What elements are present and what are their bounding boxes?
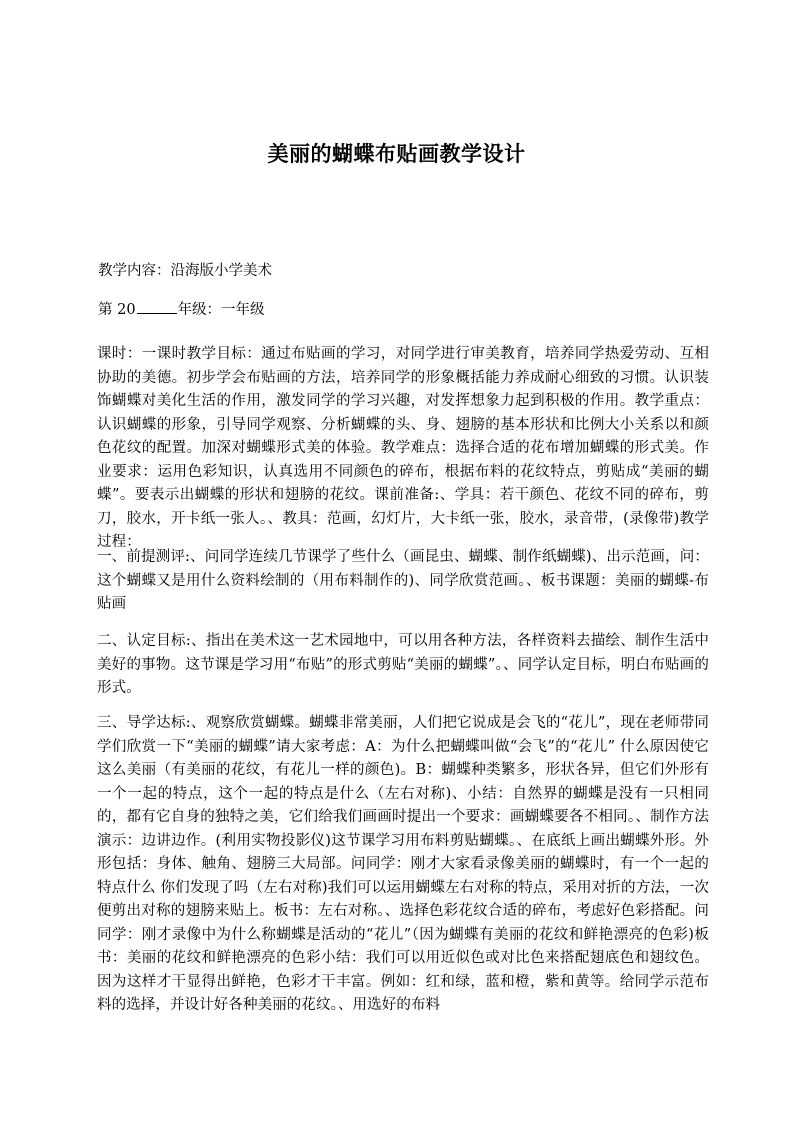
paragraph-goal-confirmation: 二、认定目标:、指出在美术这一艺术园地中，可以用各种方法，各样资料去描绘、制作生活中美好的事物。这节课是学习用“布贴”的形式剪贴“美丽的蝴蝶”。、同学认定目标，明白布贴画的形式。 <box>97 633 709 696</box>
teaching-content-line: 教学内容：沿海版小学美术 <box>98 263 272 279</box>
paragraph-lesson-objectives: 课时：一课时教学目标：通过布贴画的学习，对同学进行审美教育，培养同学热爱劳动、互相协助的美德。初步学会布贴画的方法，培养同学的形象概括能力养成耐心细致的习惯。认识装饰蝴蝶对美化生活的作用，激发同学的学习兴趣，对发挥想象力起到积极的作用。教学重点：认识蝴蝶的形象，引导同学观察、分析蝴蝶的头、身、翅膀的基本形状和比例大小关系以和颜色花纹的配置。加深对蝴蝶形式美的体验。教学难点：选择合适的花布增加蝴蝶的形式美。作业要求：运用色彩知识，认真选用不同颜色的碎布，根据布料的花纹特点，剪贴成“美丽的蝴蝶”。要表示出蝴蝶的形状和翅膀的花纹。课前准备:、学具：若干颜色、花纹不同的碎布，剪刀，胶水，开卡纸一张人。、教具：范画，幻灯片，大卡纸一张，胶水，录音带，(录像带)教学过程： <box>97 346 709 550</box>
paragraph-guided-learning: 三、导学达标:、观察欣赏蝴蝶。蝴蝶非常美丽，人们把它说成是会飞的“花儿”，现在老师带同学们欣赏一下“美丽的蝴蝶”请大家考虑：A：为什么把蝴蝶叫做“会飞”的“花儿” 什么原因使它这么美丽（有美丽的花纹，有花儿一样的颜色)。B：蝴蝶种类繁多，形状各异，但它们外形有一个一起的特点，这个一起的特点是什么（左右对称)、小结：自然界的蝴蝶是没有一只相同的，都有它自身的独特之美，它们给我们画画时提出一个要求：画蝴蝶要各不相同。、制作方法演示：边讲边作。(利用实物投影仪)这节课学习用布料剪贴蝴蝶。、在底纸上画出蝴蝶外形。外形包括：身体、触角、翅膀三大局部。问同学：刚才大家看录像美丽的蝴蝶时，有一个一起的特点什么 你们发现了吗（左右对称)我们可以运用蝴蝶左右对称的特点，采用对折的方法，一次便剪出对称的翅膀来贴上。板书：左右对称。、选择色彩花纹合适的碎布，考虑好色彩搭配。问同学：刚才录像中为什么称蝴蝶是活动的“花儿”（因为蝴蝶有美丽的花纹和鲜艳漂亮的色彩)板书：美丽的花纹和鲜艳漂亮的色彩小结：我们可以用近似色或对比色来搭配翅底色和翅纹色。因为这样才干显得出鲜艳，色彩才干丰富。例如：红和绿，蓝和橙，紫和黄等。给同学示范布料的选择，并设计好各种美丽的花纹。、用选好的布料 <box>97 715 709 1013</box>
grade-line <box>98 299 698 321</box>
grade-prefix: 第 20 <box>98 302 136 318</box>
page-title: 美丽的蝴蝶布贴画教学设计 <box>267 141 526 166</box>
paragraph-prerequisite-assessment: 一、前提测评:、问同学连续几节课学了些什么（画昆虫、蝴蝶、制作纸蝴蝶)、出示范画，问：这个蝴蝶又是用什么资料绘制的（用布料制作的)、同学欣赏范画。、板书课题：美丽的蝴蝶-布贴画 <box>97 549 709 612</box>
grade-blank-underline <box>137 299 177 314</box>
grade-suffix: 年级：一年级 <box>177 302 265 318</box>
